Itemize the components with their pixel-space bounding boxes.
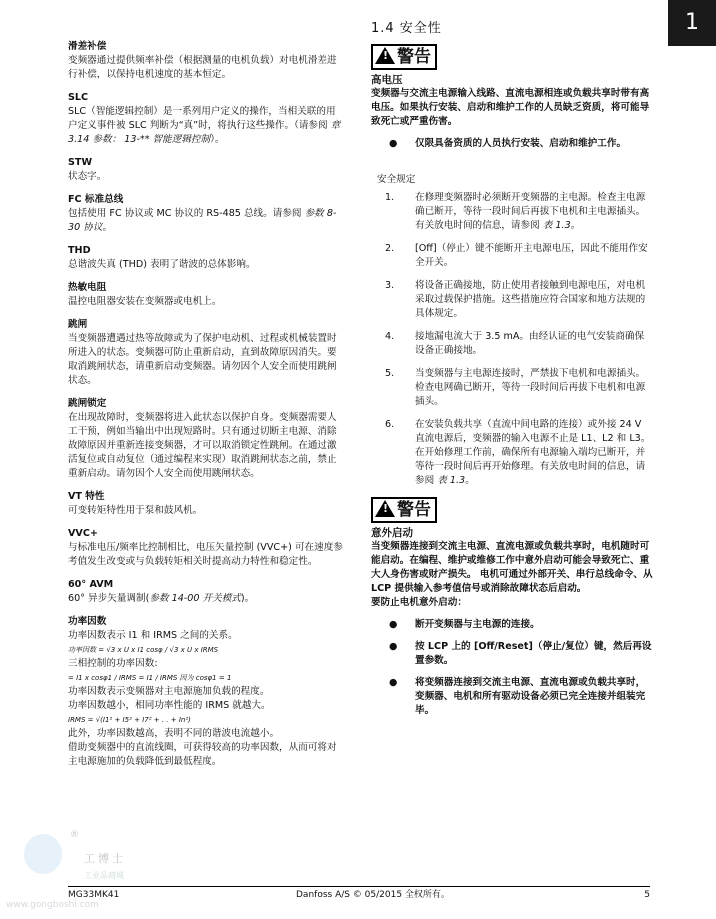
warning-high-voltage — [371, 44, 653, 151]
term-text: 60° 异步矢量调制(参数 14-00 开关模式)。 — [68, 593, 255, 604]
warning-text: 变频器与交流主电源输入线路、直流电源相连或负载共享时带有高电压。如果执行安装、启动和维护工作的人员缺乏资质，将可能导致死亡或严重伤害。 — [371, 88, 650, 127]
term-text: 变频器通过提供频率补偿（根据测量的电机负载）对电机滑差进行补偿，以保持电机速度的基本恒定。 — [68, 55, 337, 80]
term-text: 状态字。 — [68, 171, 107, 182]
term-text: 三相控制的功率因数: — [68, 658, 158, 669]
formula: IRMS = √(I1² + I5² + I7² + . . + In²) — [68, 716, 191, 724]
term-heading: 跳闸锁定 — [68, 398, 107, 409]
formula: 功率因数 = √3 x U x I1 cosφ / √3 x U x IRMS — [68, 646, 219, 654]
safety-rules-list — [371, 191, 653, 488]
term-text: 功率因数越小，相同功率性能的 IRMS 就越大。 — [68, 700, 271, 711]
bullet-icon: ● — [389, 641, 398, 652]
warning-bullets — [371, 137, 653, 151]
term-heading: STW — [68, 157, 93, 168]
page-footer — [68, 886, 650, 901]
term-text: 温控电阻器安装在变频器或电机上。 — [68, 296, 222, 307]
term-heading: VVC+ — [68, 528, 98, 539]
term-text: 总谐波失真 (THD) 表明了谐波的总体影响。 — [68, 259, 256, 270]
glossary-slip — [68, 40, 344, 82]
warning-bullets — [371, 618, 653, 718]
warning-triangle-icon: ! — [375, 500, 395, 517]
warning-unintended-start — [371, 497, 653, 718]
term-heading: FC 标准总线 — [68, 194, 124, 205]
term-heading: 功率因数 — [68, 616, 107, 627]
glossary-avm — [68, 578, 344, 606]
bullet-icon: ● — [389, 619, 398, 630]
section-title: 1.4 安全性 — [371, 21, 442, 36]
warning-prevent: 要防止电机意外启动： — [371, 597, 467, 608]
glossary-trip — [68, 318, 344, 388]
list-item: 3. 将设备正确接地，防止使用者接触到电源电压，对电机采取过载保护措施。这些措施应符合国家和地方法规的具体规定。 — [385, 280, 646, 319]
list-item: ● 仅限具备资质的人员执行安装、启动和维护工作。 — [389, 138, 627, 149]
glossary-power-factor — [68, 615, 344, 769]
term-text: 在出现故障时，变频器将进入此状态以保护自身。变频器需要人工干预，例如当输出中出现短路时。只有通过切断主电源、消除故障原因并重新连接变频器，才可以取消锁定性跳闸。在通过激活复位或自动复位（通过编程来实现）取消跳闸状态之前，禁止重新启动。请勿因个人安全而使用跳闸状态。 — [68, 412, 337, 479]
bullet-icon: ● — [389, 138, 398, 149]
glossary-trip-lock — [68, 397, 344, 481]
cross-ref-link[interactable]: 参数 8-30 协议 — [68, 208, 337, 233]
glossary-vvc — [68, 527, 344, 569]
glossary-thd — [68, 244, 344, 272]
list-item: ● 将变频器连接到交流主电源、直流电源或负载共享时，变频器、电机和所有驱动设备必须已完全连接并组装完毕。 — [389, 677, 646, 716]
page-number: 5 — [644, 890, 650, 900]
term-text: 此外，功率因数越高，表明不同的谐波电流越小。 — [68, 728, 280, 739]
warning-triangle-icon: ! — [375, 47, 395, 64]
list-item: ● 按 LCP 上的 [Off/Reset]（停止/复位）键，然后再设置参数。 — [389, 641, 652, 666]
cross-ref-link[interactable]: 表 1.3 — [542, 220, 571, 231]
left-column — [68, 40, 344, 778]
term-heading: 跳闸 — [68, 319, 88, 330]
warning-text: 当变频器连接到交流主电源、直流电源或负载共享时，电机随时可能启动。在编程、维护或维修工作中意外启动可能会导致死亡、重大人身伤害或财产损失。 电机可通过外部开关、串行总线命令、从 LCP 提供输入参考值信号或消除故障状态后启动。 — [371, 541, 653, 594]
term-text: 可变转矩特性用于泵和鼓风机。 — [68, 505, 203, 516]
term-text: 当变频器遭遇过热等故障或为了保护电动机、过程或机械装置时所进入的状态。变频器可防止重新启动，直到故障原因消失。要取消跳闸状态，请重新启动变频器。请勿因个人安全而使用跳闸状态。 — [68, 333, 337, 386]
term-heading: VT 特性 — [68, 491, 105, 502]
glossary-slc — [68, 91, 344, 147]
list-item: 2. [Off]（停止）键不能断开主电源电压，因此不能用作安全开关。 — [385, 243, 648, 268]
term-heading: SLC — [68, 92, 89, 103]
list-item: ● 断开变频器与主电源的连接。 — [389, 619, 540, 630]
glossary-stw — [68, 156, 344, 184]
cross-ref-link[interactable]: 参数 14-00 开关模式 — [149, 593, 241, 604]
mascot-icon — [24, 834, 62, 874]
term-text: 包括使用 FC 协议或 MC 协议的 RS-485 总线。请参阅 参数 8-30 协议。 — [68, 208, 337, 233]
warning-label: ! 警告 — [371, 44, 437, 70]
term-heading: 60° AVM — [68, 579, 114, 590]
term-heading: THD — [68, 245, 91, 256]
formula: = I1 x cosφ1 / IRMS = I1 / IRMS 因为 cosφ1 = 1 — [68, 674, 232, 682]
glossary-vt — [68, 490, 344, 518]
term-text: 借助变频器中的直流线圈，可获得较高的功率因数，从而可将对主电源施加的负载降低到最低程度。 — [68, 742, 337, 767]
glossary-fc — [68, 193, 344, 235]
cross-ref-link[interactable]: 表 1.3 — [437, 475, 466, 486]
term-heading: 热敏电阻 — [68, 282, 107, 293]
right-column — [371, 22, 653, 726]
doc-code: MG33MK41 — [68, 890, 120, 900]
watermark-logo: ® 工博士 工业品商城 www.gongboshi.com — [6, 830, 126, 910]
glossary-thermistor — [68, 281, 344, 309]
term-text: 与标准电压/频率比控制相比，电压矢量控制 (VVC+) 可在速度参考值发生改变或与负载转矩相关时提高动力特性和稳定性。 — [68, 542, 343, 567]
list-item: 1. 在修理变频器时必须断开变频器的主电源。检查主电源确已断开，等待一段时间后再拔下电机和主电源插头。有关放电时间的信息，请参阅 表 1.3。 — [385, 192, 646, 231]
chapter-tab: 1 — [668, 0, 716, 46]
cross-ref-link[interactable]: 章 3.14 参数： 13-** 智能逻辑控制 — [68, 120, 341, 145]
list-item: 5. 当变频器与主电源连接时，严禁拔下电机和电源插头。检查电网确已断开，等待一段时间后再拔下电机和电源插头。 — [385, 368, 646, 407]
copyright: Danfoss A/S © 05/2015 全权所有。 — [296, 890, 450, 900]
warning-heading: 高电压 — [371, 74, 403, 86]
term-text: 功率因数表示 I1 和 IRMS 之间的关系。 — [68, 630, 238, 641]
term-text: 功率因数表示变频器对主电源施加负载的程度。 — [68, 686, 270, 697]
term-text: SLC（智能逻辑控制）是一系列用户定义的操作，当相关联的用户定义事件被 SLC 判断为“真”时，将执行这些操作。（请参阅 章 3.14 参数： 13-** 智能逻辑控制）。 — [68, 106, 341, 145]
list-item: 4. 接地漏电流大于 3.5 mA。由经认证的电气安装商确保设备正确接地。 — [385, 331, 645, 356]
warning-heading: 意外启动 — [371, 527, 413, 539]
safety-rules-heading: 安全规定 — [377, 174, 416, 185]
bullet-icon: ● — [389, 677, 398, 688]
term-heading: 滑差补偿 — [68, 41, 107, 52]
warning-label: ! 警告 — [371, 497, 437, 523]
list-item: 6. 在安装负载共享（直流中间电路的连接）或外接 24 V 直流电源后，变频器的输入电源不止是 L1、L2 和 L3。在开始修理工作前，确保所有电源输入端均已断开，并等待一段时间后再开始修理。有关放电时间的信息，请参阅 表 1.3。 — [385, 419, 651, 486]
